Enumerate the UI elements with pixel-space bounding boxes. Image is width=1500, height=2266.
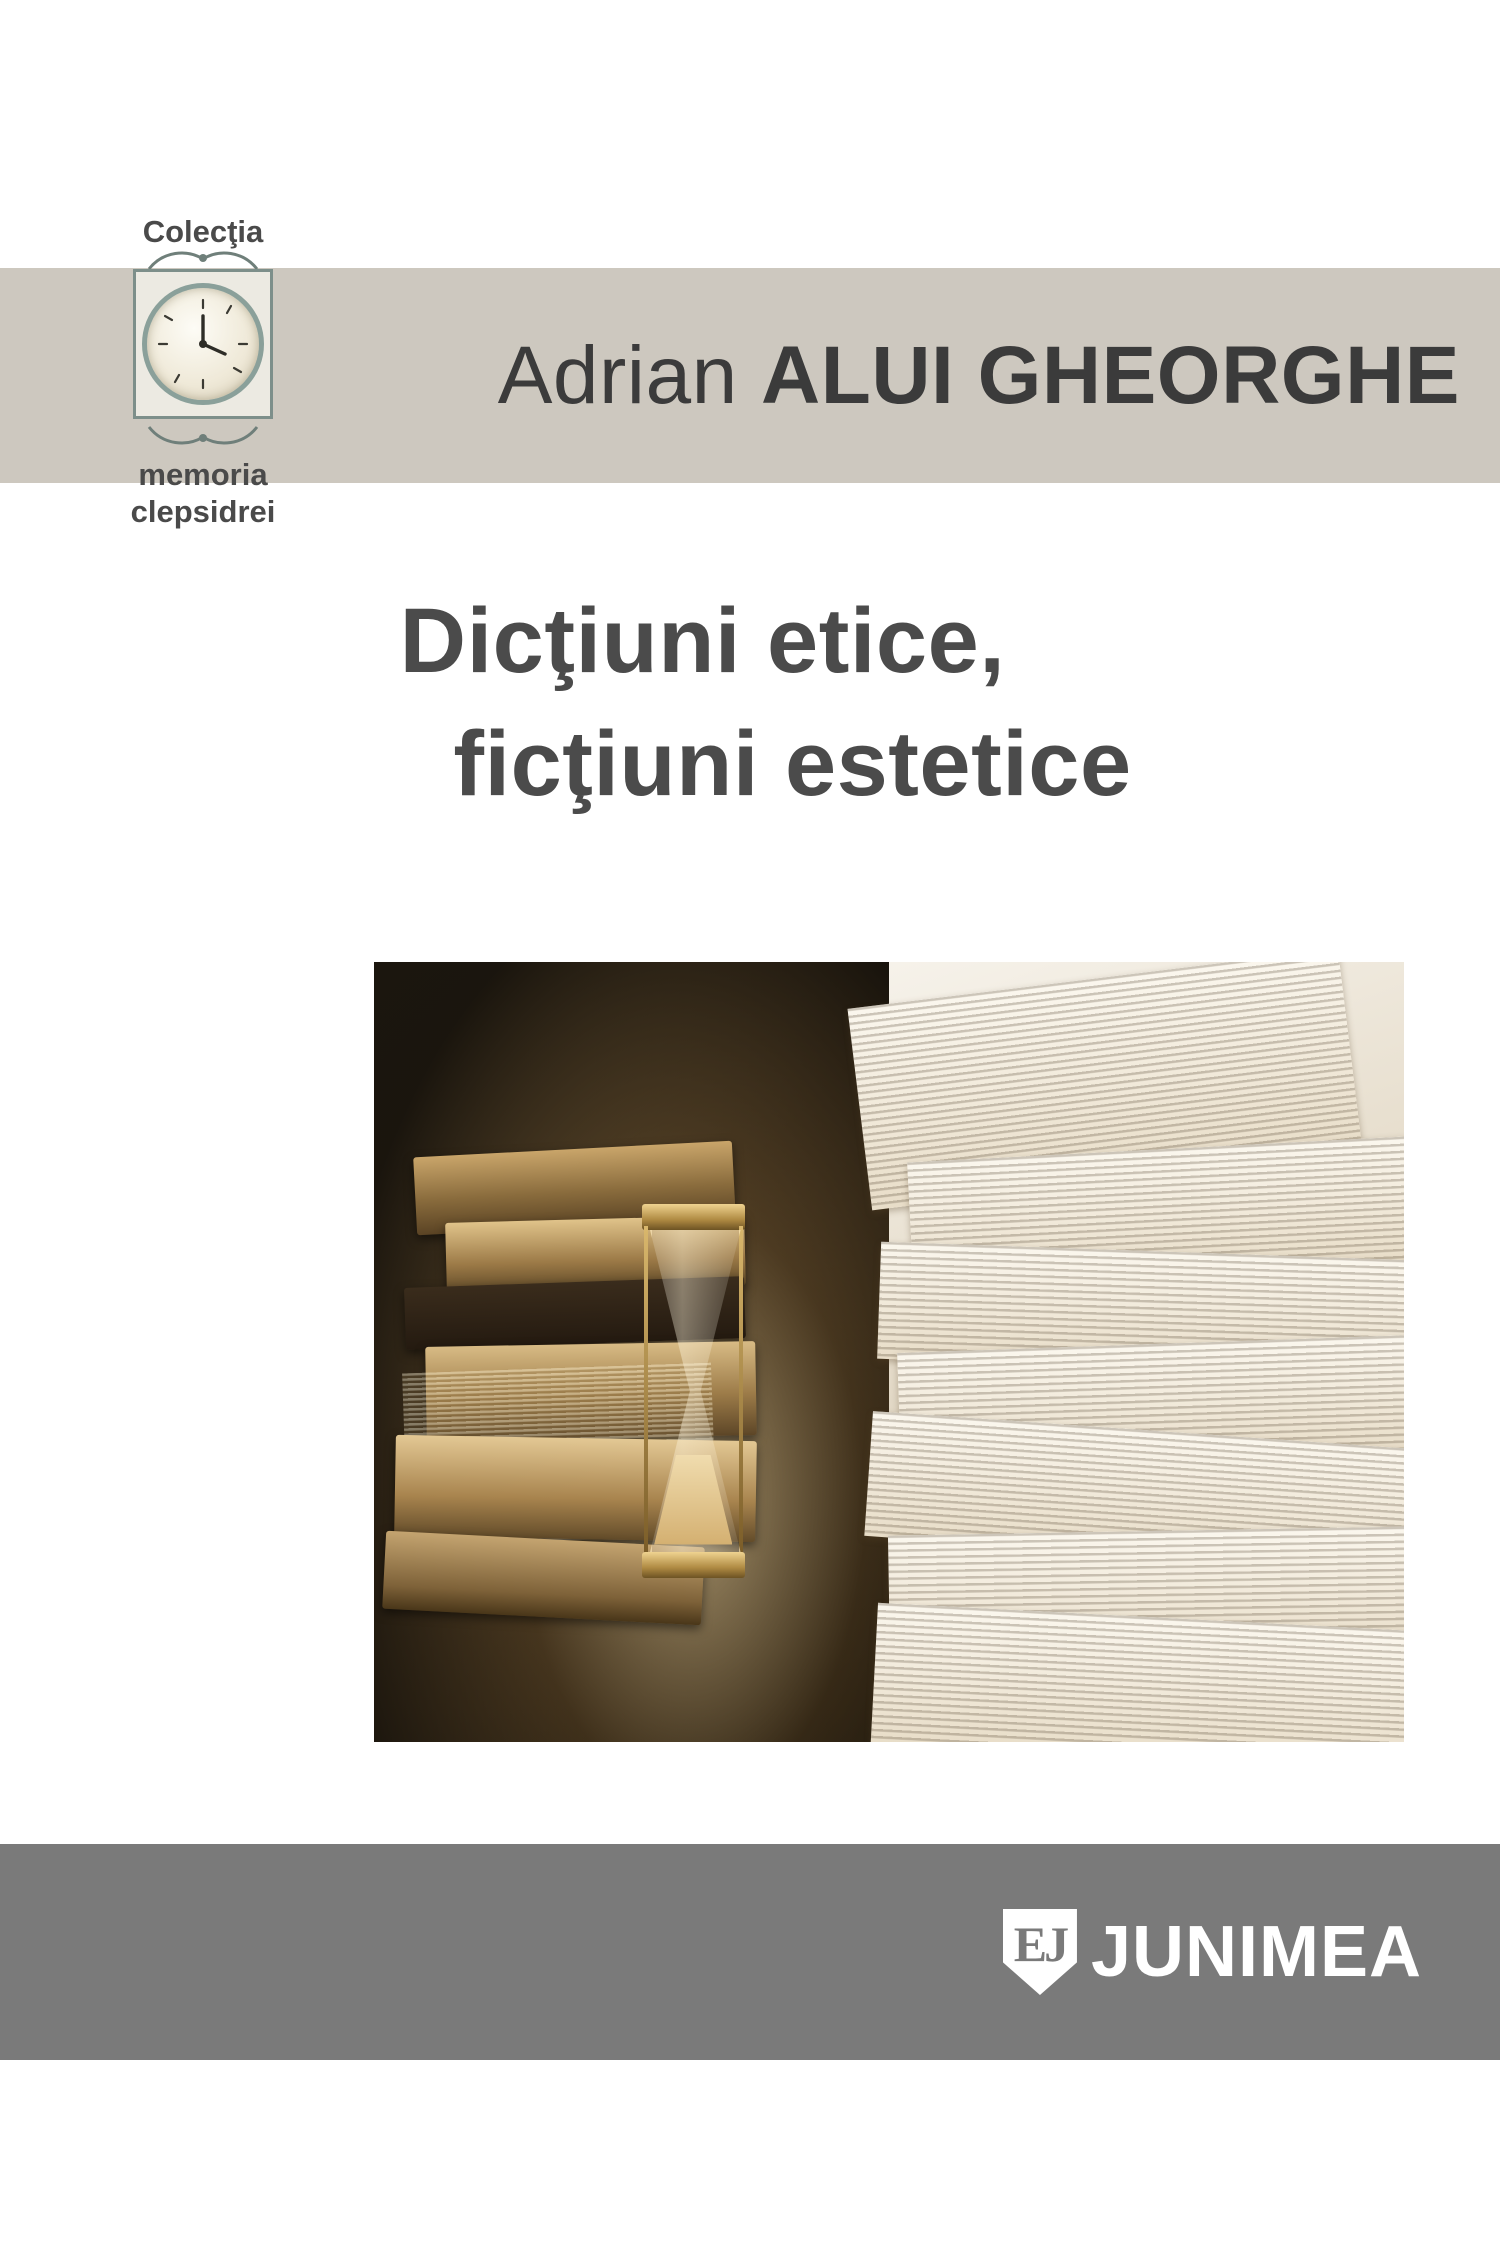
publisher-logo-text: EJ [1013,1916,1067,1972]
publisher-name: JUNIMEA [1090,1912,1422,1992]
title-line-2: ficţiuni estetice [453,713,1132,816]
hourglass-cap-top [642,1204,745,1230]
collection-label-bottom-line2: clepsidrei [130,493,276,529]
clock-face [142,283,264,405]
clock-icon [123,257,283,435]
hourglass-icon [642,1204,745,1578]
clock-frame-box [133,269,273,419]
photo-newspapers [889,962,1404,1742]
collection-label-bottom [108,457,298,530]
hourglass-post [644,1226,648,1555]
book-title [0,590,1405,816]
ornament-bottom-icon [143,423,263,449]
photo-books-hourglass [374,962,889,1742]
clock-hands-icon [147,288,259,400]
collection-label-top: Colecţia [142,214,264,249]
title-line-1: Dicţiuni etice, [399,590,1006,692]
publisher-logo [1003,1844,1422,2060]
cover-photo [374,962,1404,1742]
hourglass-cap-bottom [642,1552,745,1578]
author-first-name: Adrian [497,329,738,421]
collection-badge [108,215,298,530]
hourglass-post [739,1226,743,1555]
author-last-name: ALUI GHEORGHE [761,329,1460,421]
hourglass-sand [654,1455,732,1545]
collection-label-bottom-line1: memoria [138,457,268,493]
junimea-shield-icon [1003,1909,1077,1995]
